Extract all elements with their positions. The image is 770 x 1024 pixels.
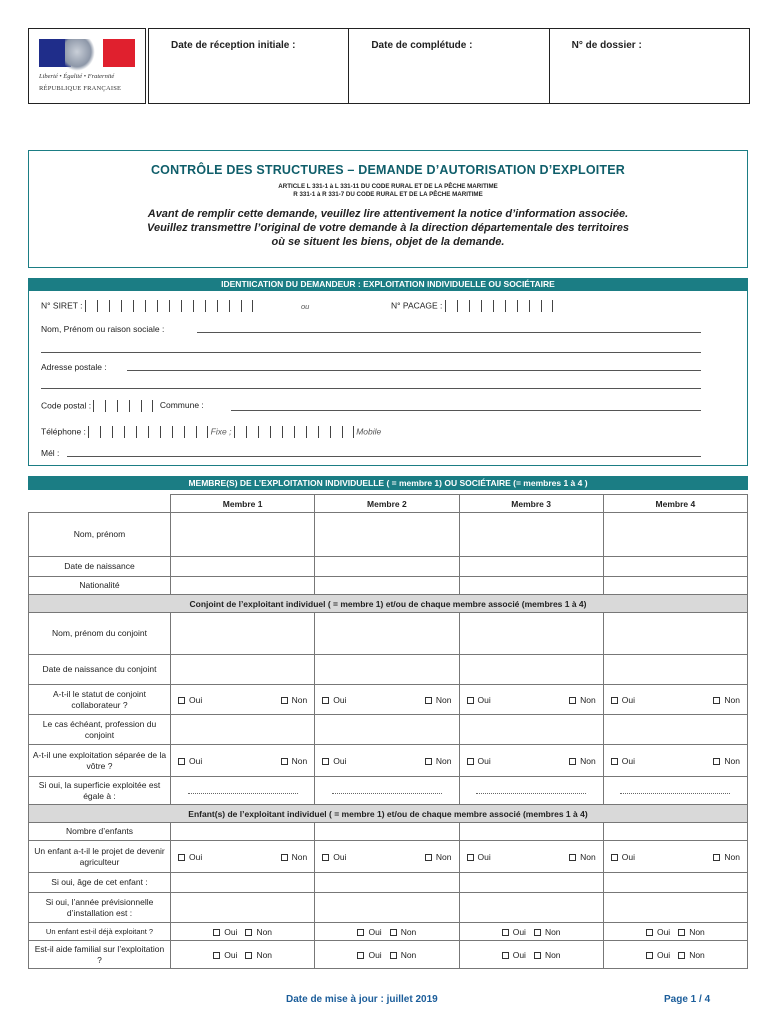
email-label: Mél : bbox=[41, 448, 60, 458]
table-row bbox=[29, 777, 748, 805]
oui-checkbox[interactable]: Oui bbox=[322, 852, 346, 862]
row-label-separate: A-t-il une exploitation séparée de la vôtre ? bbox=[29, 745, 171, 777]
surface-input[interactable] bbox=[620, 793, 730, 794]
non-checkbox[interactable]: Non bbox=[425, 756, 452, 766]
cell[interactable] bbox=[603, 893, 747, 923]
column-member-1: Membre 1 bbox=[171, 495, 315, 513]
address-input-line-2[interactable] bbox=[41, 388, 701, 389]
legal-reference-2: R 331-1 à R 331-7 DU CODE RURAL ET DE LA PÊCHE MARITIME bbox=[293, 191, 483, 198]
row-label-child-age: Si oui, âge de cet enfant : bbox=[29, 873, 171, 893]
date-completude-field[interactable]: Date de complétude : bbox=[349, 29, 549, 103]
non-checkbox[interactable]: Non bbox=[281, 756, 308, 766]
mobile-label: Mobile bbox=[356, 426, 382, 437]
column-member-4: Membre 4 bbox=[603, 495, 747, 513]
cell[interactable] bbox=[459, 823, 603, 841]
non-checkbox[interactable]: Non bbox=[678, 950, 705, 960]
date-reception-field[interactable]: Date de réception initiale : bbox=[149, 29, 349, 103]
phone-row bbox=[41, 426, 381, 438]
cell[interactable] bbox=[315, 873, 459, 893]
logo-republic: RÉPUBLIQUE FRANÇAISE bbox=[39, 85, 122, 92]
non-checkbox[interactable]: Non bbox=[425, 695, 452, 705]
non-checkbox[interactable]: Non bbox=[534, 927, 561, 937]
oui-checkbox[interactable]: Oui bbox=[502, 950, 526, 960]
non-checkbox[interactable]: Non bbox=[569, 695, 596, 705]
name-input-line-2[interactable] bbox=[41, 352, 701, 353]
siret-label: N° SIRET : bbox=[41, 300, 83, 311]
member-4-birth-cell[interactable] bbox=[603, 557, 747, 577]
oui-checkbox[interactable]: Oui bbox=[611, 756, 635, 766]
address-input[interactable] bbox=[127, 370, 701, 371]
cell[interactable] bbox=[603, 613, 747, 655]
cell[interactable] bbox=[171, 613, 315, 655]
member-1-birth-cell[interactable] bbox=[171, 557, 315, 577]
table-row bbox=[29, 577, 748, 595]
oui-checkbox[interactable]: Oui bbox=[322, 695, 346, 705]
table-row bbox=[29, 923, 748, 941]
conjoint-section-header bbox=[29, 595, 748, 613]
table-row bbox=[29, 655, 748, 685]
cell[interactable] bbox=[459, 873, 603, 893]
non-checkbox[interactable]: Non bbox=[569, 852, 596, 862]
member-4-name-cell[interactable] bbox=[603, 513, 747, 557]
oui-checkbox[interactable]: Oui bbox=[611, 695, 635, 705]
name-input[interactable] bbox=[197, 332, 701, 333]
admin-header-table bbox=[148, 28, 750, 104]
cell[interactable] bbox=[315, 613, 459, 655]
oui-checkbox[interactable]: Oui bbox=[178, 695, 202, 705]
non-checkbox[interactable]: Non bbox=[245, 950, 272, 960]
member-2-birth-cell[interactable] bbox=[315, 557, 459, 577]
postcode-input[interactable] bbox=[93, 400, 153, 412]
phone-label: Téléphone : bbox=[41, 426, 86, 437]
non-checkbox[interactable]: Non bbox=[390, 927, 417, 937]
table-row bbox=[29, 873, 748, 893]
non-checkbox[interactable]: Non bbox=[281, 695, 308, 705]
members-header-row bbox=[29, 495, 748, 513]
notice-line-1: Avant de remplir cette demande, veuillez lire attentivement la notice d’information associée. bbox=[147, 208, 629, 220]
postcode-label: Code postal : bbox=[41, 400, 92, 411]
siret-input[interactable] bbox=[85, 300, 253, 312]
cell[interactable] bbox=[459, 655, 603, 685]
member-2-name-cell[interactable] bbox=[315, 513, 459, 557]
legal-reference-1: ARTICLE L 331-1 à L 331-11 DU CODE RURAL ET DE LA PÊCHE MARITIME bbox=[278, 183, 498, 190]
row-label-children-count: Nombre d’enfants bbox=[29, 823, 171, 841]
postcode-row bbox=[41, 400, 204, 412]
table-row bbox=[29, 715, 748, 745]
table-row bbox=[29, 513, 748, 557]
row-label-child-project: Un enfant a-t-il le projet de devenir agriculteur bbox=[29, 841, 171, 873]
oui-checkbox[interactable]: Oui bbox=[502, 927, 526, 937]
enfants-section-title: Enfant(s) de l’exploitant individuel ( = membre 1) et/ou de chaque membre associé (membres 1 à 4) bbox=[29, 805, 748, 823]
column-member-2: Membre 2 bbox=[315, 495, 459, 513]
cell[interactable] bbox=[171, 715, 315, 745]
row-label-conjoint-birth: Date de naissance du conjoint bbox=[29, 655, 171, 685]
row-label-birth: Date de naissance bbox=[29, 557, 171, 577]
cell[interactable] bbox=[171, 873, 315, 893]
non-checkbox[interactable]: Non bbox=[713, 756, 740, 766]
dossier-number-field[interactable]: N° de dossier : bbox=[571, 40, 642, 51]
oui-checkbox[interactable]: Oui bbox=[213, 950, 237, 960]
phone-fixe-input[interactable] bbox=[88, 426, 208, 438]
oui-checkbox[interactable]: Oui bbox=[178, 852, 202, 862]
non-checkbox[interactable]: Non bbox=[678, 927, 705, 937]
member-3-name-cell[interactable] bbox=[459, 513, 603, 557]
pacage-row bbox=[391, 300, 553, 312]
fixe-label: Fixe ; bbox=[210, 426, 232, 437]
identification-section-header: IDENTIICATION DU DEMANDEUR : EXPLOITATION INDIVIDUELLE OU SOCIÉTAIRE bbox=[28, 278, 748, 291]
or-label: ou bbox=[301, 302, 310, 311]
cell[interactable] bbox=[315, 655, 459, 685]
marianne-flag-icon bbox=[39, 39, 135, 75]
members-table bbox=[28, 494, 748, 969]
cell[interactable] bbox=[603, 873, 747, 893]
cell[interactable] bbox=[603, 715, 747, 745]
email-input[interactable] bbox=[67, 456, 701, 457]
column-member-3: Membre 3 bbox=[459, 495, 603, 513]
non-checkbox[interactable]: Non bbox=[390, 950, 417, 960]
oui-checkbox[interactable]: Oui bbox=[357, 950, 381, 960]
member-4-nationality-cell[interactable] bbox=[603, 577, 747, 595]
table-row bbox=[29, 841, 748, 873]
page-title: CONTRÔLE DES STRUCTURES – DEMANDE D’AUTORISATION D’EXPLOITER bbox=[150, 163, 626, 177]
commune-label: Commune : bbox=[159, 400, 204, 411]
row-label-profession: Le cas échéant, profession du conjoint bbox=[29, 715, 171, 745]
members-section-header: MEMBRE(S) DE L’EXPLOITATION INDIVIDUELLE ( = membre 1) OU SOCIÉTAIRE (= membres 1 à 4 ) bbox=[28, 476, 748, 490]
oui-checkbox[interactable]: Oui bbox=[646, 950, 670, 960]
non-checkbox[interactable]: Non bbox=[713, 852, 740, 862]
update-date: Date de mise à jour : juillet 2019 bbox=[286, 994, 438, 1005]
row-label-collaborateur: A-t-il le statut de conjoint collaborateur ? bbox=[29, 685, 171, 715]
cell[interactable] bbox=[315, 715, 459, 745]
cell[interactable] bbox=[459, 715, 603, 745]
pacage-input[interactable] bbox=[445, 300, 553, 312]
row-label-name: Nom, prénom bbox=[29, 513, 171, 557]
oui-checkbox[interactable]: Oui bbox=[467, 852, 491, 862]
non-checkbox[interactable]: Non bbox=[534, 950, 561, 960]
address-label: Adresse postale : bbox=[41, 362, 107, 372]
row-label-nationality: Nationalité bbox=[29, 577, 171, 595]
oui-checkbox[interactable]: Oui bbox=[213, 927, 237, 937]
non-checkbox[interactable]: Non bbox=[569, 756, 596, 766]
identification-section bbox=[28, 290, 748, 466]
oui-checkbox[interactable]: Oui bbox=[322, 756, 346, 766]
cell[interactable] bbox=[315, 823, 459, 841]
table-row bbox=[29, 893, 748, 923]
commune-input[interactable] bbox=[231, 410, 701, 411]
pacage-label: N° PACAGE : bbox=[391, 300, 443, 311]
cell[interactable] bbox=[171, 655, 315, 685]
row-label-surface: Si oui, la superficie exploitée est égale à : bbox=[29, 777, 171, 805]
name-label: Nom, Prénom ou raison sociale : bbox=[41, 324, 165, 334]
cell[interactable] bbox=[315, 893, 459, 923]
table-row bbox=[29, 613, 748, 655]
non-checkbox[interactable]: Non bbox=[281, 852, 308, 862]
oui-checkbox[interactable]: Oui bbox=[178, 756, 202, 766]
row-label-child-exploitant: Un enfant est-il déjà exploitant ? bbox=[29, 923, 171, 941]
surface-input[interactable] bbox=[476, 793, 586, 794]
row-label-aide-familial: Est-il aide familial sur l’exploitation ? bbox=[29, 941, 171, 969]
non-checkbox[interactable]: Non bbox=[245, 927, 272, 937]
member-3-nationality-cell[interactable] bbox=[459, 577, 603, 595]
phone-mobile-input[interactable] bbox=[234, 426, 354, 438]
member-2-nationality-cell[interactable] bbox=[315, 577, 459, 595]
title-block bbox=[28, 150, 748, 268]
surface-input[interactable] bbox=[332, 793, 442, 794]
table-row bbox=[29, 745, 748, 777]
table-row bbox=[29, 941, 748, 969]
republic-logo bbox=[28, 28, 146, 104]
table-row bbox=[29, 823, 748, 841]
cell[interactable] bbox=[459, 613, 603, 655]
member-3-birth-cell[interactable] bbox=[459, 557, 603, 577]
oui-checkbox[interactable]: Oui bbox=[646, 927, 670, 937]
cell[interactable] bbox=[171, 823, 315, 841]
row-label-install-year: Si oui, l’année prévisionnelle d’installation est : bbox=[29, 893, 171, 923]
cell[interactable] bbox=[603, 655, 747, 685]
page-number: Page 1 / 4 bbox=[664, 994, 711, 1005]
notice-line-3: où se situent les biens, objet de la demande. bbox=[271, 236, 505, 248]
notice-line-2: Veuillez transmettre l’original de votre demande à la direction départementale des territoires bbox=[147, 222, 629, 234]
oui-checkbox[interactable]: Oui bbox=[357, 927, 381, 937]
conjoint-section-title: Conjoint de l’exploitant individuel ( = membre 1) et/ou de chaque membre associé (membres 1 à 4) bbox=[29, 595, 748, 613]
non-checkbox[interactable]: Non bbox=[425, 852, 452, 862]
oui-checkbox[interactable]: Oui bbox=[467, 695, 491, 705]
table-row bbox=[29, 685, 748, 715]
cell[interactable] bbox=[459, 893, 603, 923]
enfants-section-header bbox=[29, 805, 748, 823]
surface-input[interactable] bbox=[188, 793, 298, 794]
logo-motto: Liberté • Égalité • Fraternité bbox=[39, 73, 115, 80]
member-1-nationality-cell[interactable] bbox=[171, 577, 315, 595]
member-1-name-cell[interactable] bbox=[171, 513, 315, 557]
row-label-conjoint-name: Nom, prénom du conjoint bbox=[29, 613, 171, 655]
oui-checkbox[interactable]: Oui bbox=[611, 852, 635, 862]
cell[interactable] bbox=[603, 823, 747, 841]
cell[interactable] bbox=[171, 893, 315, 923]
non-checkbox[interactable]: Non bbox=[713, 695, 740, 705]
table-row bbox=[29, 557, 748, 577]
siret-row bbox=[41, 300, 253, 312]
oui-checkbox[interactable]: Oui bbox=[467, 756, 491, 766]
